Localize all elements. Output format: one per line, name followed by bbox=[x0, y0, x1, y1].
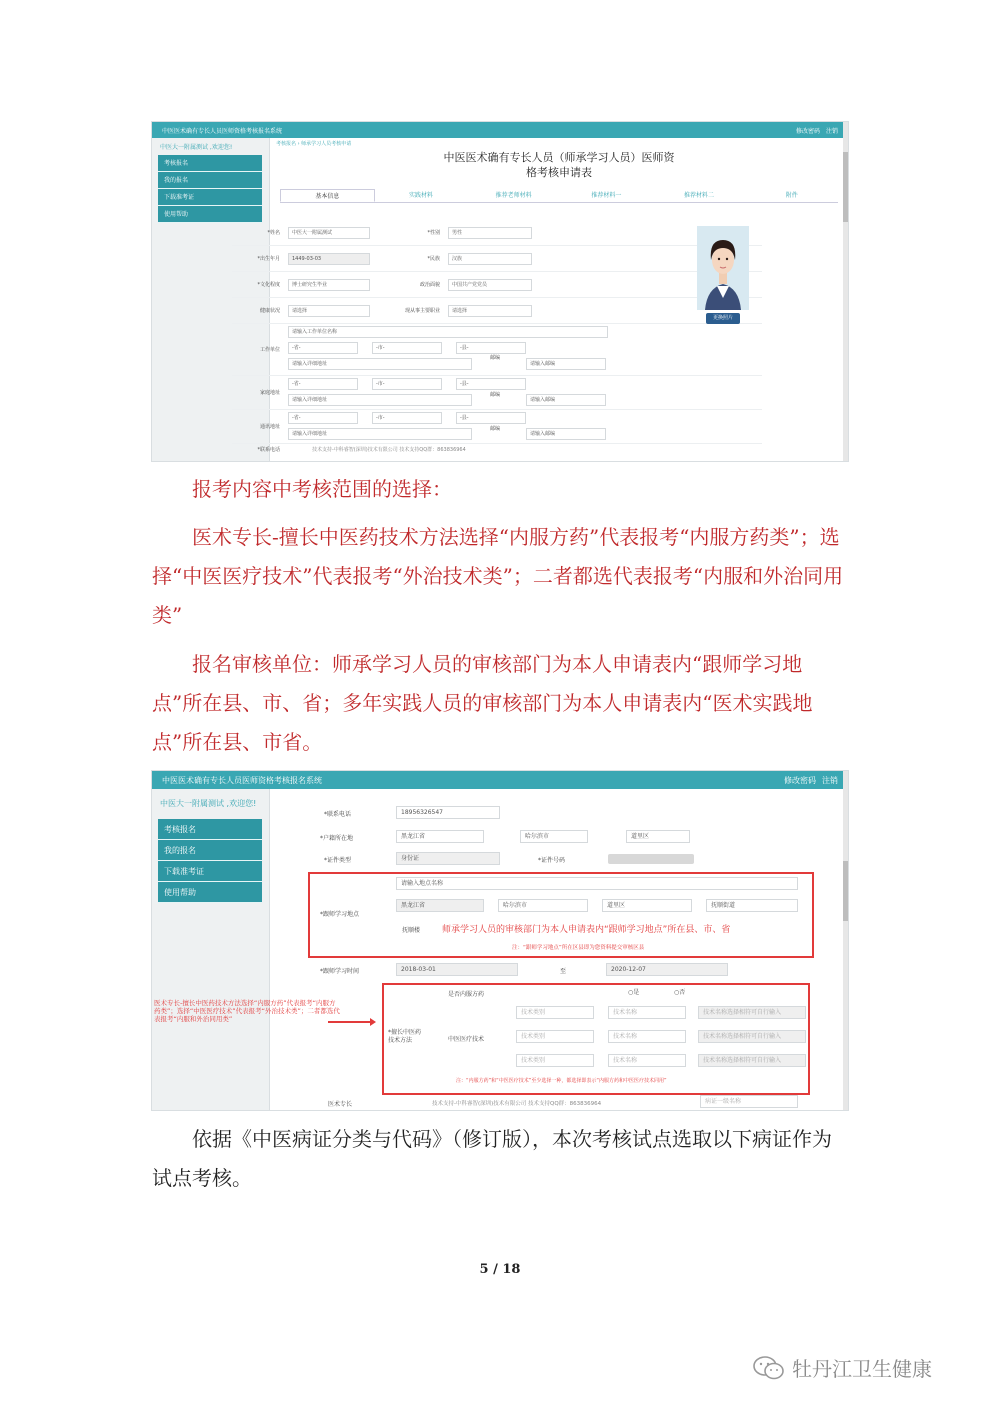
phone-input[interactable]: 18956326547 bbox=[396, 806, 500, 819]
tech-category-select-3[interactable]: 技术类别 bbox=[516, 1054, 594, 1067]
basic-info-grid bbox=[232, 220, 762, 456]
work-zip-label: 邮编 bbox=[489, 355, 500, 361]
portrait-image bbox=[697, 226, 749, 310]
tab-recommend-1[interactable]: 推荐材料一 bbox=[591, 192, 622, 199]
mail-zip-label: 邮编 bbox=[489, 426, 500, 432]
home-detail-input[interactable]: 请输入详细地址 bbox=[288, 394, 472, 406]
method-note: 注：“内服方药”和“中医医疗技术”至少选择一种，都选择即表示“内服方药和中医医疗技术同用” bbox=[456, 1078, 667, 1084]
menu-exam-register[interactable]: 考核报名 bbox=[158, 819, 262, 840]
tech-hint-input-2[interactable]: 技术名称选择相符可自行输入 bbox=[698, 1030, 806, 1043]
change-password-link[interactable]: 修改密码 bbox=[795, 127, 820, 135]
study-city-select[interactable]: 哈尔滨市 bbox=[498, 899, 588, 912]
tab-practice[interactable]: 实践材料 bbox=[409, 192, 434, 199]
id-type-label: *证件类型 bbox=[324, 857, 352, 864]
logout-link[interactable]: 注销 bbox=[822, 775, 838, 785]
paragraph-exam-scope-title: 报考内容中考核范围的选择： bbox=[192, 477, 452, 501]
education-label: *文化程度 bbox=[257, 282, 280, 288]
menu-help[interactable]: 使用帮助 bbox=[158, 206, 262, 223]
herbal-no-radio[interactable]: ○否 bbox=[674, 989, 686, 996]
study-place-name-input[interactable]: 请输入地点名称 bbox=[396, 877, 798, 890]
form-tabs bbox=[280, 189, 838, 203]
herbal-label: 是否内服方药 bbox=[448, 991, 485, 998]
study-province-select[interactable]: 黑龙江省 bbox=[396, 899, 484, 912]
id-number-blurred bbox=[608, 854, 694, 864]
home-city-select[interactable]: -市- bbox=[372, 378, 442, 390]
politics-label: 政治面貌 bbox=[419, 282, 440, 288]
form-row bbox=[232, 298, 762, 324]
paragraph-exam-scope: 医术专长-擅长中医药技术方法选择“内服方药”代表报考“内服方药类”；选择“中医医疗技术”代表报考“外治技术类”；二者都选代表报考“内服和外治同用类” bbox=[152, 525, 844, 627]
hukou-label: *户籍所在地 bbox=[320, 835, 354, 842]
education-select[interactable]: 博士研究生毕业 bbox=[288, 279, 370, 291]
sidebar bbox=[152, 789, 270, 1110]
study-place-red-note: 师承学习人员的审核部门为本人申请表内“跟师学习地点”所在县、市、省 bbox=[442, 925, 731, 935]
job-select[interactable]: 请选择 bbox=[448, 305, 532, 317]
top-bar bbox=[152, 771, 848, 789]
paragraph-disease-basis: 依据《中医病证分类与代码》（修订版），本次考核试点选取以下病证作为试点考核。 bbox=[152, 1127, 832, 1190]
health-label: 健康状况 bbox=[259, 308, 280, 314]
footer-support-text: 技术支持-中科睿智(深圳)技术有限公司 技术支持QQ群：863836964 bbox=[312, 447, 466, 453]
birth-label: *出生年月 bbox=[257, 256, 280, 262]
tab-attachment[interactable]: 附件 bbox=[785, 192, 798, 199]
phone-label: *联系电话 bbox=[324, 811, 352, 818]
home-address-row bbox=[232, 376, 762, 410]
menu-my-register[interactable]: 我的报名 bbox=[158, 840, 262, 861]
detail-prefix: 抚顺楼 bbox=[402, 927, 421, 934]
tech-hint-input-3[interactable]: 技术名称选择相符可自行输入 bbox=[698, 1054, 806, 1067]
top-bar bbox=[152, 122, 848, 138]
work-address-row bbox=[232, 324, 762, 376]
form-row bbox=[232, 272, 762, 298]
menu-exam-register[interactable]: 考核报名 bbox=[158, 155, 262, 172]
wechat-icon bbox=[752, 1355, 786, 1381]
logout-link[interactable]: 注销 bbox=[825, 127, 838, 135]
tech-hint-input-1[interactable]: 技术名称选择相符可自行输入 bbox=[698, 1006, 806, 1019]
form-row bbox=[232, 444, 762, 456]
work-city-select[interactable]: -市- bbox=[372, 342, 442, 354]
specialty-label: 医术专长 bbox=[328, 1101, 353, 1108]
birth-input[interactable]: 1449-03-03 bbox=[288, 253, 370, 265]
tab-teacher[interactable]: 推荐老师材料 bbox=[495, 192, 532, 199]
mail-zip-input[interactable]: 请输入邮编 bbox=[526, 428, 606, 440]
mail-address-row bbox=[232, 410, 762, 444]
menu-download-ticket[interactable]: 下载准考证 bbox=[158, 861, 262, 882]
hukou-county-select[interactable]: 道里区 bbox=[626, 830, 690, 843]
study-start-input[interactable]: 2018-03-01 bbox=[396, 963, 518, 976]
tech-name-select-2[interactable]: 技术名称 bbox=[608, 1030, 686, 1043]
mail-county-select[interactable]: -县- bbox=[456, 412, 526, 424]
gender-label: *性别 bbox=[427, 230, 440, 236]
health-select[interactable]: 请选择 bbox=[288, 305, 370, 317]
home-province-select[interactable]: -省- bbox=[288, 378, 358, 390]
work-label: 工作单位 bbox=[259, 347, 280, 353]
work-county-select[interactable]: -县- bbox=[456, 342, 526, 354]
form-title-line2: 格考核申请表 bbox=[526, 166, 592, 179]
system-title: 中医医术确有专长人员医师资格考核报名系统 bbox=[162, 775, 322, 785]
change-photo-button[interactable]: 更换照片 bbox=[706, 313, 740, 324]
home-zip-input[interactable]: 请输入邮编 bbox=[526, 394, 606, 406]
job-label: 现从事主要职业 bbox=[404, 308, 440, 314]
hukou-province-select[interactable]: 黑龙江省 bbox=[396, 830, 484, 843]
herbal-no-label: 否 bbox=[679, 989, 686, 996]
phone-label: *联系电话 bbox=[257, 447, 280, 453]
herbal-yes-label: 是 bbox=[633, 989, 640, 996]
change-password-link[interactable]: 修改密码 bbox=[784, 775, 816, 785]
tech-label: 中医医疗技术 bbox=[448, 1036, 485, 1043]
mail-city-select[interactable]: -市- bbox=[372, 412, 442, 424]
menu-download-ticket[interactable]: 下载准考证 bbox=[158, 189, 262, 206]
herbal-yes-radio[interactable]: ○是 bbox=[628, 989, 640, 996]
work-detail-input[interactable]: 请输入详细地址 bbox=[288, 358, 472, 370]
nation-select[interactable]: 汉族 bbox=[448, 253, 532, 265]
study-place-small-note: 注：“跟师学习地点”所在区县即为您资料提交审核区县 bbox=[512, 945, 645, 951]
mail-province-select[interactable]: -省- bbox=[288, 412, 358, 424]
page-number: 5 / 18 bbox=[479, 1262, 521, 1277]
id-number-label: *证件号码 bbox=[538, 857, 566, 864]
menu-help[interactable]: 使用帮助 bbox=[158, 882, 262, 903]
mail-detail-input[interactable]: 请输入详细地址 bbox=[288, 428, 472, 440]
name-input[interactable]: 中医大一附属测试 bbox=[288, 227, 370, 239]
tech-name-select-1[interactable]: 技术名称 bbox=[608, 1006, 686, 1019]
specialty-select[interactable]: 病证一级名称 bbox=[700, 1095, 798, 1108]
screenshot-application-form bbox=[151, 121, 849, 462]
form-title-line1: 中医医术确有专长人员（师承学习人员）医师资 bbox=[443, 151, 675, 164]
study-time-label: *跟师学习时间 bbox=[320, 968, 360, 975]
watermark-text: 牡丹江卫生健康 bbox=[792, 1357, 932, 1381]
footer-support-text: 技术支持-中科睿智(深圳)技术有限公司 技术支持QQ群：863836964 bbox=[432, 1101, 602, 1107]
scrollbar-thumb[interactable] bbox=[843, 861, 848, 921]
scrollbar[interactable] bbox=[843, 771, 848, 1110]
form-row bbox=[232, 246, 762, 272]
scrollbar-thumb[interactable] bbox=[843, 152, 848, 222]
to-label: 至 bbox=[560, 968, 567, 975]
annotation-text: 医术专长-擅长中医药技术方法选择“内服方药”代表报考“内服方药类”；选择“中医医疗技术”代表报考“外治技术类”；二者都选代表报考“内服和外治同用类” bbox=[154, 999, 340, 1023]
study-place-label: *跟师学习地点 bbox=[320, 911, 360, 918]
method-label: *擅长中医药技术方法 bbox=[388, 1029, 422, 1044]
annotation-arrow bbox=[328, 1021, 372, 1023]
form-row bbox=[232, 220, 762, 246]
user-greeting: 中医大一附属测试 ,欢迎您! bbox=[160, 799, 257, 808]
politics-select[interactable]: 中国共产党党员 bbox=[448, 279, 532, 291]
id-type-select[interactable]: 身份证 bbox=[396, 852, 500, 865]
tab-recommend-2[interactable]: 推荐材料二 bbox=[684, 192, 715, 199]
work-province-select[interactable]: -省- bbox=[288, 342, 358, 354]
user-greeting: 中医大一附属测试 ,欢迎您! bbox=[160, 144, 233, 151]
tab-basic-info[interactable]: 基本信息 bbox=[280, 189, 375, 202]
work-zip-input[interactable]: 请输入邮编 bbox=[526, 358, 606, 370]
breadcrumb: 考核报名 › 师承学习人员考核申请 bbox=[276, 141, 352, 147]
paragraph-review-unit: 报名审核单位：师承学习人员的审核部门为本人申请表内“跟师学习地点”所在县、市、省；多年实践人员的审核部门为本人申请表内“医术实践地点”所在县、市省。 bbox=[152, 652, 813, 754]
system-title: 中医医术确有专长人员医师资格考核报名系统 bbox=[162, 127, 283, 135]
watermark bbox=[752, 1353, 932, 1382]
home-zip-label: 邮编 bbox=[489, 392, 500, 398]
applicant-photo bbox=[697, 226, 749, 310]
gender-select[interactable]: 男性 bbox=[448, 227, 532, 239]
work-name-input[interactable]: 请输入工作单位名称 bbox=[288, 326, 608, 338]
scrollbar[interactable] bbox=[843, 122, 848, 461]
study-town-select[interactable]: 抚顺街道 bbox=[706, 899, 798, 912]
nation-label: *民族 bbox=[427, 256, 440, 262]
mail-label: 通讯地址 bbox=[259, 424, 280, 430]
study-county-select[interactable]: 道里区 bbox=[602, 899, 692, 912]
home-county-select[interactable]: -县- bbox=[456, 378, 526, 390]
tech-category-select-2[interactable]: 技术类别 bbox=[516, 1030, 594, 1043]
screenshot-study-place-form bbox=[151, 770, 849, 1111]
menu-my-register[interactable]: 我的报名 bbox=[158, 172, 262, 189]
hukou-city-select[interactable]: 哈尔滨市 bbox=[520, 830, 588, 843]
tech-name-select-3[interactable]: 技术名称 bbox=[608, 1054, 686, 1067]
study-end-input[interactable]: 2020-12-07 bbox=[606, 963, 728, 976]
name-label: *姓名 bbox=[267, 230, 280, 236]
tech-category-select-1[interactable]: 技术类别 bbox=[516, 1006, 594, 1019]
home-label: 家庭地址 bbox=[259, 390, 280, 396]
